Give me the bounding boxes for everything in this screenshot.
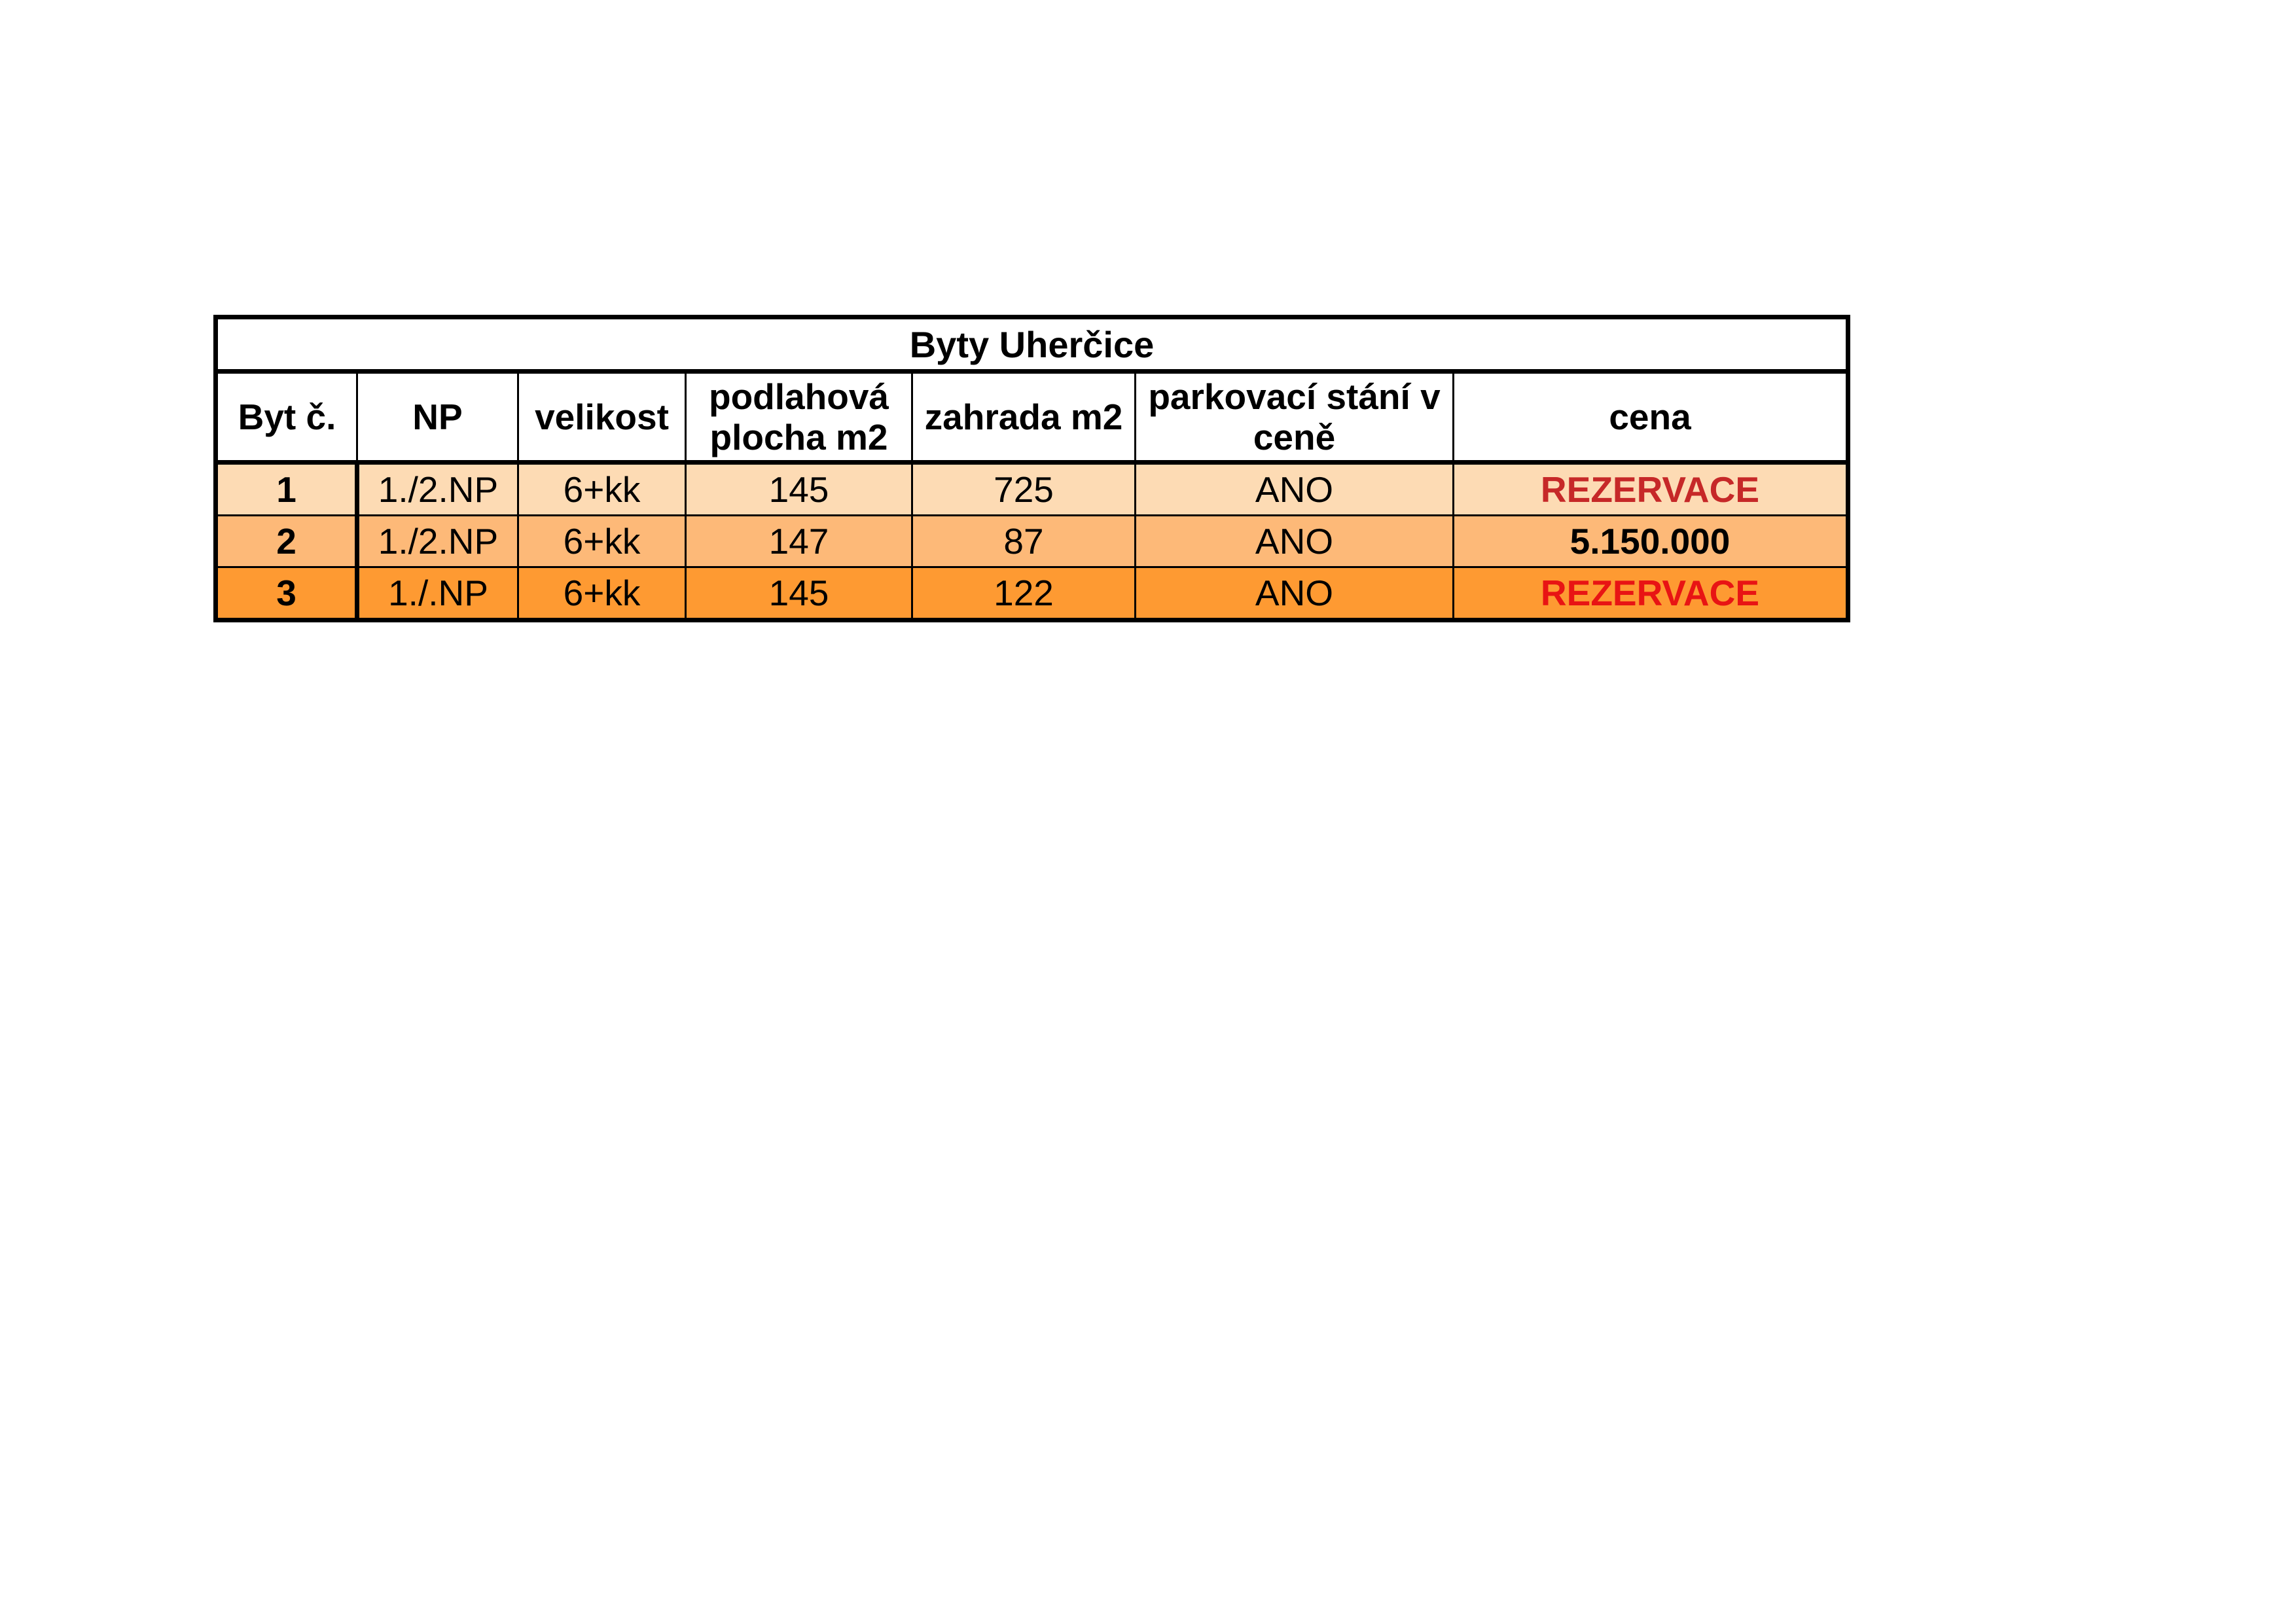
cell-byt: 2 [216, 516, 357, 567]
table-row [216, 463, 1848, 516]
cell-velikost: 6+kk [518, 567, 686, 620]
cell-np: 1./.NP [357, 567, 518, 620]
header-parkovani: parkovací stání v ceně [1136, 372, 1454, 463]
cell-parkovani: ANO [1136, 516, 1454, 567]
cell-zahrada: 725 [912, 463, 1136, 516]
cell-zahrada: 87 [912, 516, 1136, 567]
cell-np: 1./2.NP [357, 516, 518, 567]
cell-velikost: 6+kk [518, 516, 686, 567]
header-row [216, 372, 1848, 463]
header-plocha: podlahová plocha m2 [686, 372, 912, 463]
cell-byt: 3 [216, 567, 357, 620]
cell-plocha: 147 [686, 516, 912, 567]
header-zahrada: zahrada m2 [912, 372, 1136, 463]
cell-parkovani: ANO [1136, 567, 1454, 620]
header-byt: Byt č. [216, 372, 357, 463]
cell-plocha: 145 [686, 463, 912, 516]
cell-parkovani: ANO [1136, 463, 1454, 516]
cell-velikost: 6+kk [518, 463, 686, 516]
cell-np: 1./2.NP [357, 463, 518, 516]
header-velikost: velikost [518, 372, 686, 463]
header-cena: cena [1454, 372, 1848, 463]
cell-cena: 5.150.000 [1454, 516, 1848, 567]
table-row [216, 516, 1848, 567]
cell-cena: REZERVACE [1454, 567, 1848, 620]
table-row [216, 567, 1848, 620]
table-title: Byty Uherčice [216, 317, 1848, 372]
title-row [216, 317, 1848, 372]
header-np: NP [357, 372, 518, 463]
apartments-table [213, 315, 1850, 622]
cell-plocha: 145 [686, 567, 912, 620]
cell-zahrada: 122 [912, 567, 1136, 620]
cell-byt: 1 [216, 463, 357, 516]
cell-cena: REZERVACE [1454, 463, 1848, 516]
